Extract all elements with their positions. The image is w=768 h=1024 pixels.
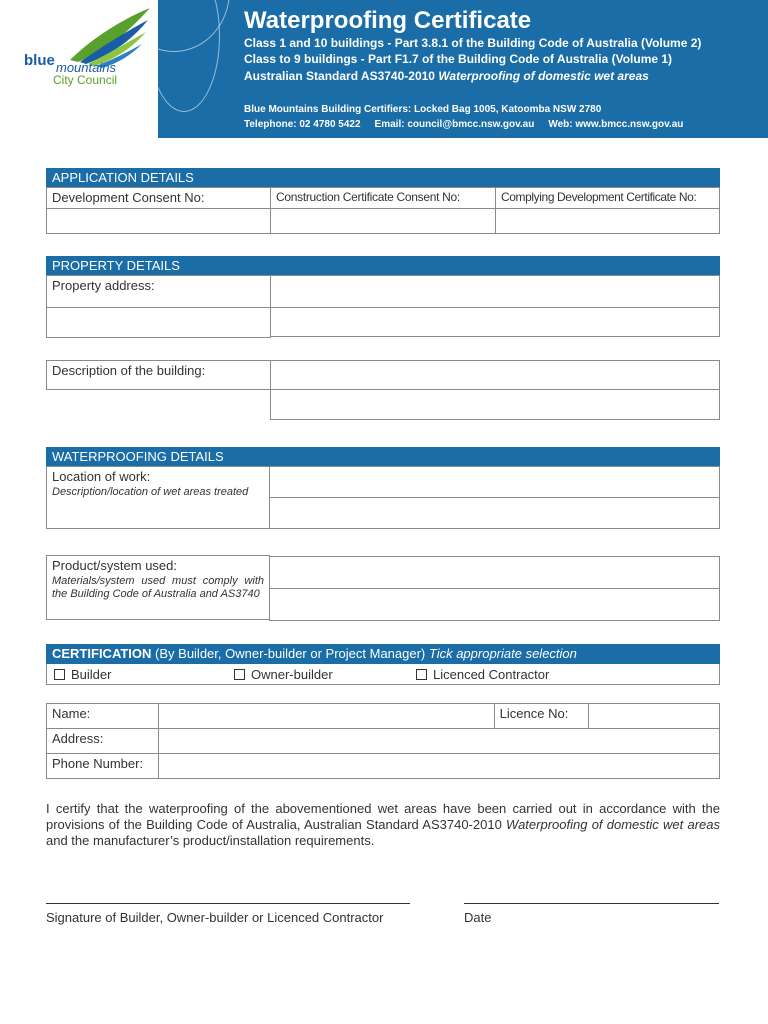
certification-statement	[46, 801, 720, 849]
waterproofing-details-heading: WATERPROOFING DETAILS	[46, 447, 720, 467]
option-owner-builder-label: Owner-builder	[251, 666, 333, 682]
certification-section	[46, 644, 720, 685]
signature-label: Signature of Builder, Owner-builder or Licenced Contractor	[46, 910, 384, 925]
address-label: Address:	[46, 728, 159, 754]
council-logo	[0, 0, 158, 138]
construction-certificate-label: Construction Certificate Consent No:	[270, 187, 496, 209]
complying-development-label: Complying Development Certificate No:	[495, 187, 720, 209]
statement-italic: Waterproofing of domestic wet areas	[506, 817, 720, 832]
licence-label: Licence No:	[494, 703, 590, 729]
header-address: Blue Mountains Building Certifiers: Locked Bag 1005, Katoomba NSW 2780	[244, 104, 602, 115]
option-builder[interactable]	[47, 667, 227, 682]
property-details-section	[46, 256, 720, 338]
location-of-work-field-1[interactable]	[269, 466, 720, 498]
address-field[interactable]	[158, 728, 720, 754]
header-band	[158, 0, 768, 138]
building-description-spacer	[46, 390, 271, 421]
complying-development-field[interactable]	[495, 208, 720, 234]
phone-field[interactable]	[158, 753, 720, 779]
logo-word-blue: blue	[24, 52, 55, 69]
page-title: Waterproofing Certificate	[244, 7, 532, 34]
header-email: Email: council@bmcc.nsw.gov.au	[374, 119, 535, 130]
name-field[interactable]	[158, 703, 495, 729]
building-description-field-1[interactable]	[270, 360, 720, 390]
product-system-cell	[46, 555, 270, 620]
option-licenced-contractor-label: Licenced Contractor	[433, 666, 550, 682]
property-address-field-2[interactable]	[270, 307, 720, 337]
location-of-work-field-2[interactable]	[269, 497, 720, 529]
statement-part-2: and the manufacturer’s product/installation requirements.	[46, 833, 375, 848]
certification-heading-bold: CERTIFICATION	[52, 646, 152, 661]
development-consent-label: Development Consent No:	[46, 187, 271, 209]
product-system-section	[46, 556, 720, 621]
checkbox-icon[interactable]	[416, 669, 427, 680]
decorative-arc	[158, 0, 220, 112]
location-of-work-fields	[269, 466, 720, 529]
name-label: Name:	[46, 703, 159, 729]
application-details-heading: APPLICATION DETAILS	[46, 168, 720, 188]
header-standard-title: Waterproofing of domestic wet areas	[438, 69, 649, 83]
location-of-work-cell	[46, 466, 270, 529]
phone-label: Phone Number:	[46, 753, 159, 779]
header-web: Web: www.bmcc.nsw.gov.au	[548, 119, 684, 130]
waterproofing-details-section	[46, 447, 720, 529]
property-address-field-1[interactable]	[270, 275, 720, 308]
header-class-1-10: Class 1 and 10 buildings - Part 3.8.1 of the Building Code of Australia (Volume 2)	[244, 36, 702, 50]
signature-line[interactable]	[46, 903, 410, 904]
property-address-label-spacer	[46, 308, 271, 338]
property-details-heading: PROPERTY DETAILS	[46, 256, 720, 276]
statement-part-1: I certify that the waterproofing of the abovementioned wet areas have been carried out in accordance with the provisions of the Building Code of Australia, Australian Standard AS3740-2010	[46, 801, 720, 832]
header-contacts	[244, 119, 697, 130]
checkbox-icon[interactable]	[54, 669, 65, 680]
option-owner-builder[interactable]	[227, 667, 409, 682]
licence-field[interactable]	[588, 703, 720, 729]
application-details-section	[46, 168, 720, 234]
header-telephone: Telephone: 02 4780 5422	[244, 119, 361, 130]
option-builder-label: Builder	[71, 666, 112, 682]
date-line[interactable]	[464, 903, 719, 904]
building-description-field-2[interactable]	[270, 389, 720, 420]
location-of-work-note: Description/location of wet areas treated	[52, 486, 249, 498]
product-system-field-2[interactable]	[269, 588, 720, 621]
product-system-label: Product/system used:	[52, 558, 177, 573]
property-address-label: Property address:	[46, 275, 271, 308]
logo-word-mountains: mountains	[56, 60, 116, 75]
product-system-note: Materials/system used must comply with the Building Code of Australia and AS3740	[52, 575, 264, 600]
development-consent-field[interactable]	[46, 208, 271, 234]
location-of-work-label: Location of work:	[52, 469, 151, 484]
building-description-label: Description of the building:	[46, 360, 271, 390]
construction-certificate-field[interactable]	[270, 208, 496, 234]
logo-word-city-council: City Council	[53, 73, 118, 87]
contact-details-section	[46, 704, 720, 779]
header-standard-text: Australian Standard AS3740-2010	[244, 69, 439, 83]
certification-heading	[46, 644, 720, 664]
certification-heading-italic: Tick appropriate selection	[428, 646, 577, 661]
date-label: Date	[464, 910, 492, 925]
header-class-2-9: Class to 9 buildings - Part F1.7 of the Building Code of Australia (Volume 1)	[244, 52, 673, 66]
checkbox-icon[interactable]	[234, 669, 245, 680]
certification-options	[46, 664, 720, 685]
header-standard	[244, 69, 649, 83]
building-description-section	[46, 361, 720, 421]
certification-heading-text: (By Builder, Owner-builder or Project Manager)	[151, 646, 429, 661]
product-system-field-1[interactable]	[269, 556, 720, 589]
product-system-fields	[269, 556, 720, 621]
option-licenced-contractor[interactable]	[409, 667, 549, 682]
